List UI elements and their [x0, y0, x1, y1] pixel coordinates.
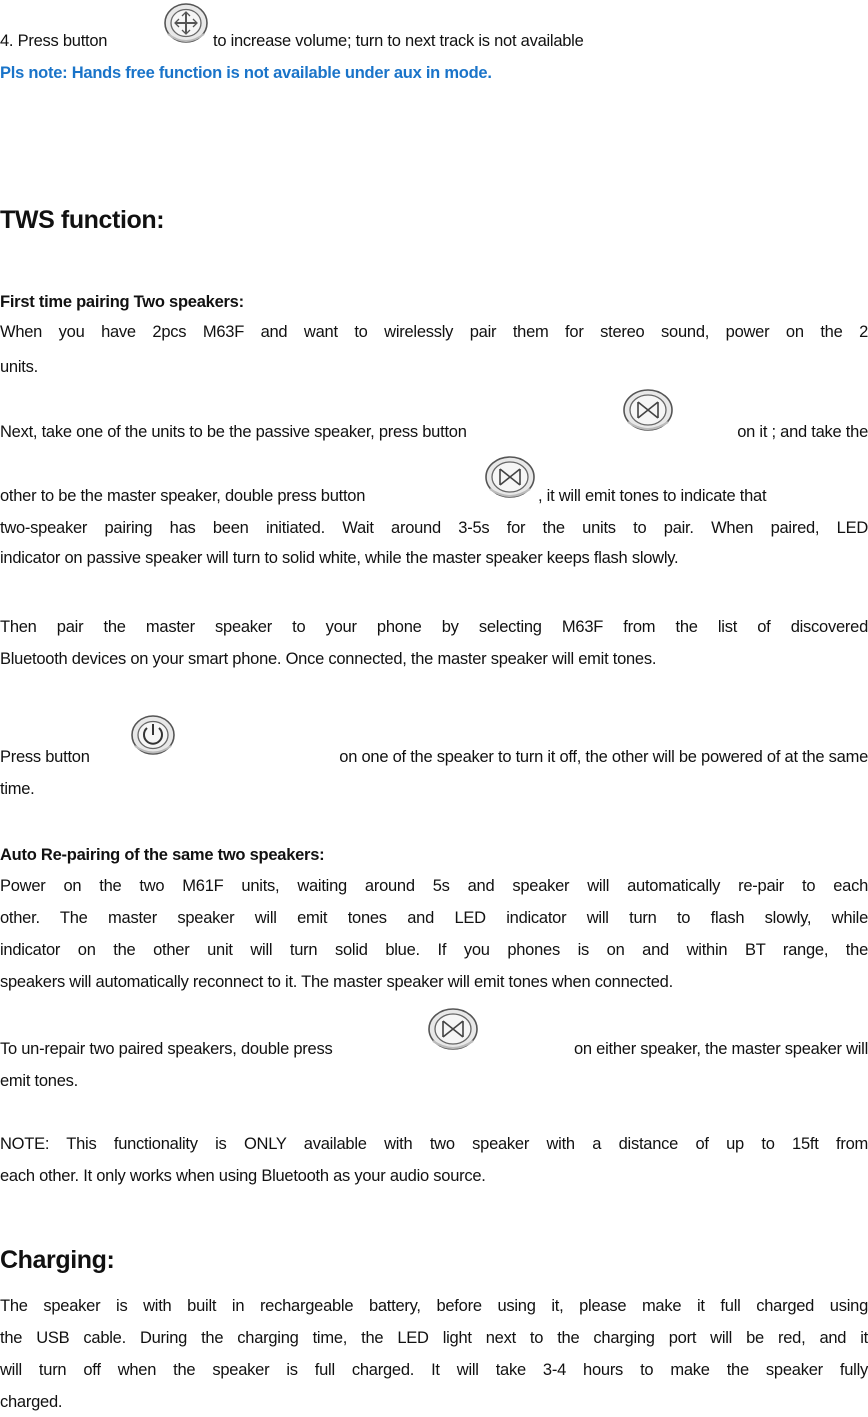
paragraph-5-line-4: speakers will automatically reconnect to it. The master speaker will emit tones when connected.: [0, 973, 673, 991]
paragraph-4-line-1a: Press button: [0, 748, 90, 766]
charging-line-2: the USB cable. During the charging time, the LED light next to the charging port will be red, and it: [0, 1329, 868, 1347]
charging-line-4: charged.: [0, 1393, 63, 1411]
paragraph-5-line-2: other. The master speaker will emit tones and LED indicator will turn to flash slowly, while: [0, 909, 868, 927]
first-pairing-heading: First time pairing Two speakers:: [0, 293, 244, 311]
volume-up-button-icon: [162, 2, 210, 48]
paragraph-5-line-3: indicator on the other unit will turn solid blue. If you phones is on and within BT range, the: [0, 941, 868, 959]
paragraph-2-line-4: indicator on passive speaker will turn to solid white, while the master speaker keeps flash slowly.: [0, 549, 679, 567]
pair-button-icon: [425, 1007, 481, 1055]
pair-button-icon: [482, 455, 538, 503]
pair-button-icon: [620, 388, 676, 436]
paragraph-7-line-2: each other. It only works when using Bluetooth as your audio source.: [0, 1167, 486, 1185]
paragraph-1-line-1: When you have 2pcs M63F and want to wirelessly pair them for stereo sound, power on the 2: [0, 323, 868, 341]
paragraph-5-line-1: Power on the two M61F units, waiting around 5s and speaker will automatically re-pair to each: [0, 877, 868, 895]
paragraph-6-line-1a: To un-repair two paired speakers, double press: [0, 1040, 333, 1058]
step-4-suffix: to increase volume; turn to next track is not available: [213, 32, 584, 50]
paragraph-3-line-2: Bluetooth devices on your smart phone. Once connected, the master speaker will emit tones.: [0, 650, 657, 668]
power-button-icon: [128, 713, 178, 761]
paragraph-2-line-3: two-speaker pairing has been initiated. Wait around 3-5s for the units to pair. When paired, LED: [0, 519, 868, 537]
tws-title: TWS function:: [0, 206, 165, 234]
paragraph-2-line-2a: other to be the master speaker, double press button: [0, 487, 366, 505]
paragraph-6-line-1b: on either speaker, the master speaker will: [574, 1040, 868, 1058]
paragraph-3-line-1: Then pair the master speaker to your phone by selecting M63F from the list of discovered: [0, 618, 868, 636]
auto-repairing-heading: Auto Re-pairing of the same two speakers:: [0, 846, 325, 864]
aux-note: Pls note: Hands free function is not available under aux in mode.: [0, 64, 492, 82]
paragraph-4-line-2: time.: [0, 780, 35, 798]
charging-title: Charging:: [0, 1246, 115, 1274]
paragraph-1-line-2: units.: [0, 358, 38, 376]
charging-line-3: will turn off when the speaker is full charged. It will take 3-4 hours to make the speaker fully: [0, 1361, 868, 1379]
paragraph-7-line-1: NOTE: This functionality is ONLY available with two speaker with a distance of up to 15ft from: [0, 1135, 868, 1153]
paragraph-6-line-2: emit tones.: [0, 1072, 78, 1090]
paragraph-4-line-1b: on one of the speaker to turn it off, the other will be powered of at the same: [339, 748, 868, 766]
paragraph-2-line-2b: , it will emit tones to indicate that: [538, 487, 767, 505]
paragraph-2-line-1a: Next, take one of the units to be the passive speaker, press button: [0, 423, 467, 441]
charging-line-1: The speaker is with built in rechargeable battery, before using it, please make it full charged using: [0, 1297, 868, 1315]
paragraph-2-line-1b: on it ; and take the: [737, 423, 868, 441]
step-4-prefix: 4. Press button: [0, 32, 108, 50]
